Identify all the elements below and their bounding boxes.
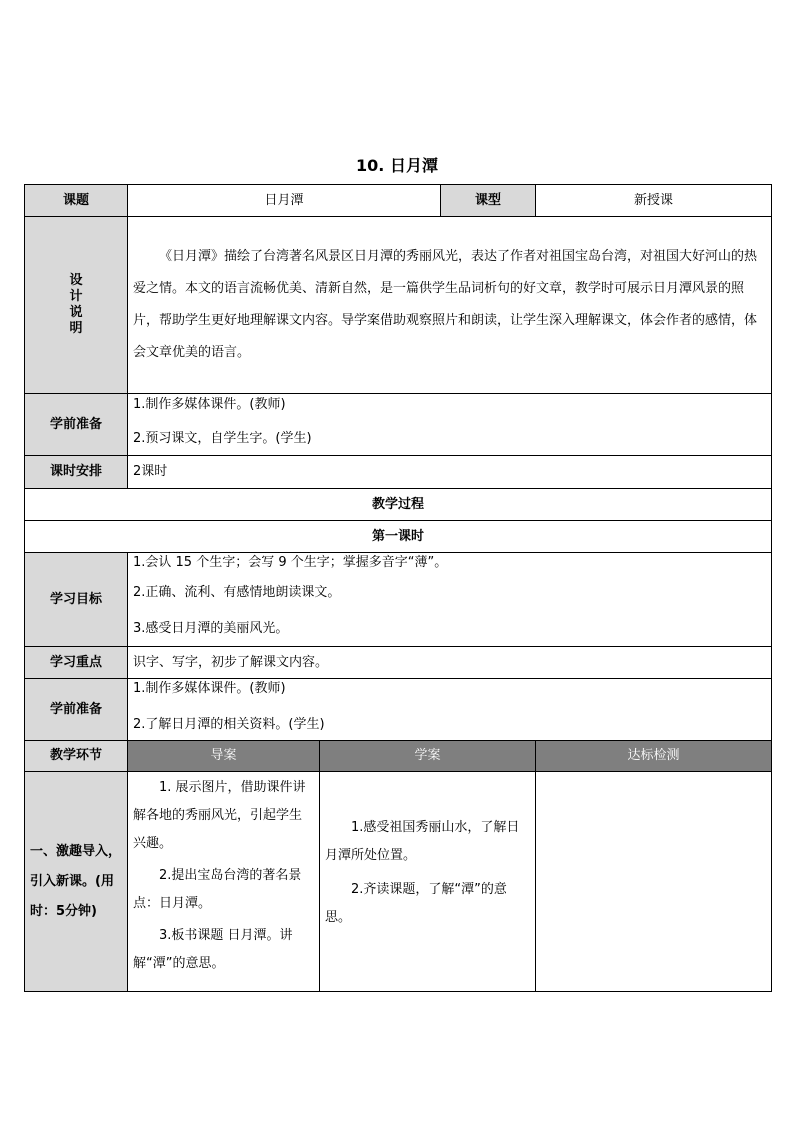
goal-item: 2.正确、流利、有感情地朗读课文。 bbox=[133, 585, 341, 600]
prep1-item: 1.制作多媒体课件。(教师) bbox=[133, 397, 286, 412]
course-row bbox=[25, 185, 772, 217]
design-label-cell bbox=[25, 217, 128, 394]
stage1-row bbox=[25, 772, 772, 992]
prep2-content bbox=[128, 679, 772, 741]
design-text: 《日月潭》描绘了台湾著名风景区日月潭的秀丽风光，表达了作者对祖国宝岛台湾，对祖国大好河山的热爱之情。本文的语言流畅优美、清新自然，是一篇供学生品词析句的好文章，教学时可展示日月潭风景的照片，帮助学生更好地理解课文内容。导学案借助观察照片和朗读，让学生深入理解课文，体会作者的感情，体会文章优美的语言。 bbox=[128, 217, 772, 394]
goals-content bbox=[128, 553, 772, 647]
goals-row bbox=[25, 553, 772, 647]
guide-item: 1. 展示图片，借助课件讲解各地的秀丽风光，引起学生兴趣。 bbox=[133, 780, 306, 851]
design-row bbox=[25, 217, 772, 394]
focus-label: 学习重点 bbox=[25, 647, 128, 679]
focus-value: 识字、写字，初步了解课文内容。 bbox=[128, 647, 772, 679]
goal-item: 1.会认 15 个生字；会写 9 个生字；掌握多音字“薄”。 bbox=[133, 555, 448, 570]
page-title: 10. 日月潭 bbox=[356, 156, 438, 175]
lesson-plan-table bbox=[24, 184, 772, 992]
topic-label: 课题 bbox=[25, 185, 128, 217]
col-check-header: 达标检测 bbox=[536, 741, 772, 772]
guide-item: 3.板书课题 日月潭。讲解“潭”的意思。 bbox=[133, 928, 293, 971]
prep1-content bbox=[128, 394, 772, 456]
column-header-row bbox=[25, 741, 772, 772]
stage1-name: 一、激趣导入，引入新课。(用时：5分钟) bbox=[25, 772, 128, 992]
stage1-guide bbox=[128, 772, 320, 992]
type-value: 新授课 bbox=[536, 185, 772, 217]
col-guide-header: 导案 bbox=[128, 741, 320, 772]
type-label: 课型 bbox=[441, 185, 536, 217]
lesson-row bbox=[25, 521, 772, 553]
prep1-item: 2.预习课文，自学生字。(学生) bbox=[133, 431, 312, 446]
study-item: 1.感受祖国秀丽山水，了解日月潭所处位置。 bbox=[325, 820, 520, 863]
schedule-label: 课时安排 bbox=[25, 456, 128, 489]
prep2-label: 学前准备 bbox=[25, 679, 128, 741]
design-label: 设计说明 bbox=[69, 272, 83, 336]
prep2-item: 2.了解日月潭的相关资料。(学生) bbox=[133, 717, 325, 732]
prep2-row bbox=[25, 679, 772, 741]
focus-row bbox=[25, 647, 772, 679]
goal-item: 3.感受日月潭的美丽风光。 bbox=[133, 621, 289, 636]
goals-label: 学习目标 bbox=[25, 553, 128, 647]
schedule-value: 2课时 bbox=[128, 456, 772, 489]
lesson-title: 第一课时 bbox=[25, 521, 772, 553]
col-study-header: 学案 bbox=[320, 741, 536, 772]
study-item: 2.齐读课题，了解“潭”的意思。 bbox=[325, 882, 507, 925]
col-stage-header: 教学环节 bbox=[25, 741, 128, 772]
guide-item: 2.提出宝岛台湾的著名景点：日月潭。 bbox=[133, 868, 302, 911]
process-row bbox=[25, 489, 772, 521]
prep2-item: 1.制作多媒体课件。(教师) bbox=[133, 681, 286, 696]
prep1-row bbox=[25, 394, 772, 456]
process-title: 教学过程 bbox=[25, 489, 772, 521]
stage1-study bbox=[320, 772, 536, 992]
stage1-check bbox=[536, 772, 772, 992]
schedule-row bbox=[25, 456, 772, 489]
topic-value: 日月潭 bbox=[128, 185, 441, 217]
prep1-label: 学前准备 bbox=[25, 394, 128, 456]
